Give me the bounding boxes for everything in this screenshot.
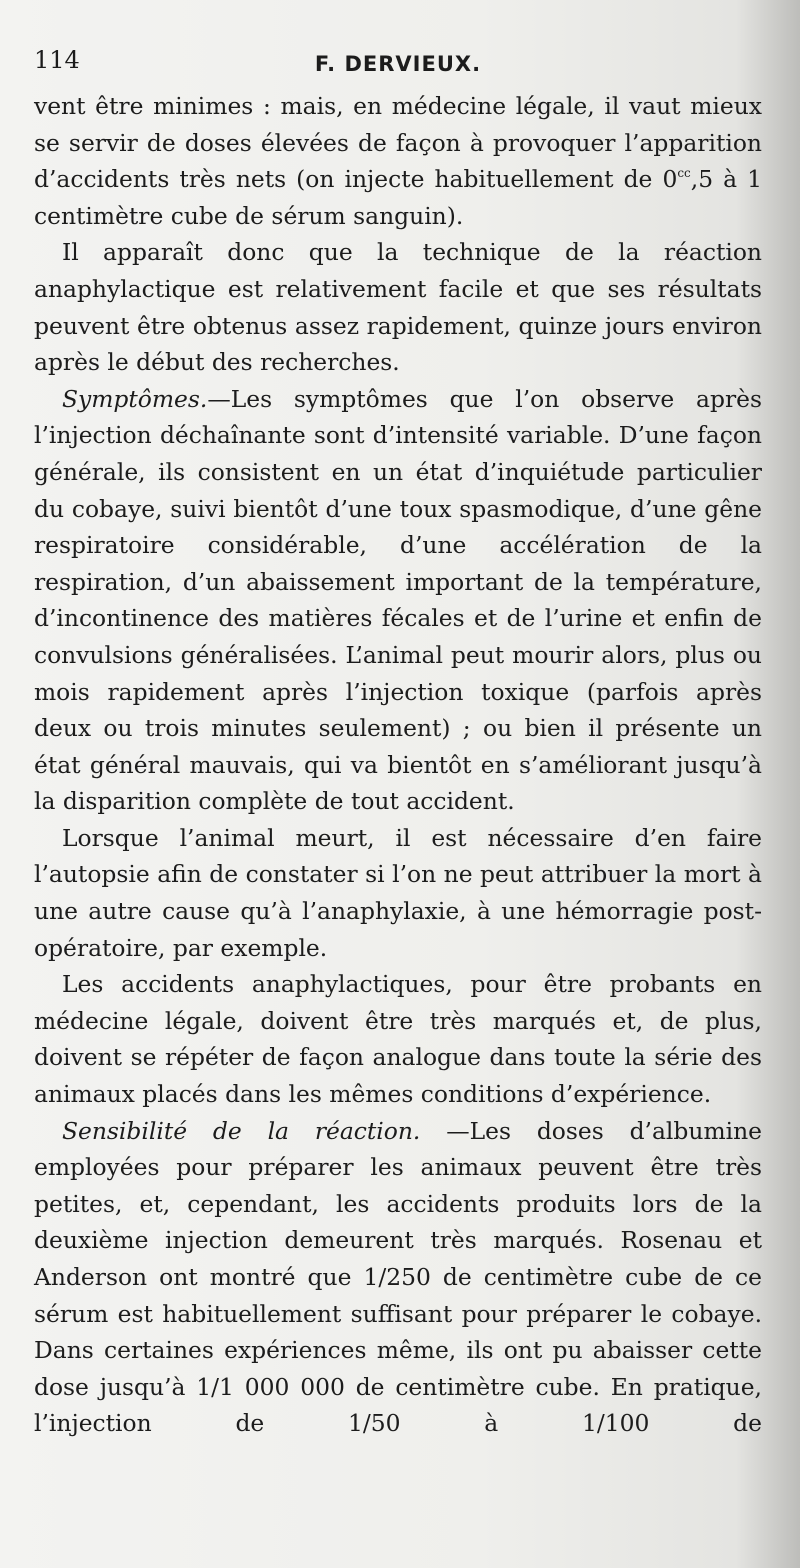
paragraph-text: —Les doses d’albumine employées pour préparer les animaux peuvent être très petites, et, cependant, les accidents produits lors de la deuxième injection demeurent très marqués. Rosenau et Anderson ont montré que 1/250 de centimètre cube de ce sérum est habituellement suffisant pour préparer le cobaye. Dans certaines expériences même, ils ont pu abaisser cette dose jusqu’à 1/1 000 000 de centimètre cube. En pratique, l’injection de 1/50 à 1/100 de [34,1116,763,1438]
running-head: F. DERVIEUX. [314,52,482,76]
section-title-symptomes: Symptômes. [62,384,208,413]
paragraph-autopsie: Lorsque l’animal meurt, il est nécessaire d’en faire l’autopsie afin de constater si l’on ne peut attribuer la mort à une autre cause qu’à l’anaphylaxie, à une hémorragie post-opératoire, par exemple. [34,823,762,962]
page-header [34,34,762,74]
paragraph-accidents: Les accidents anaphylactiques, pour être probants en médecine légale, doivent être très marqués et, de plus, doivent se répéter de façon analogue dans toute la série des animaux placés dans les mêmes conditions d’expérience. [34,970,762,1109]
section-title-sensibilite: Sensibilité de la réaction. [62,1116,421,1145]
page-number: 114 [34,46,80,74]
paragraph-sensibilite [34,1113,762,1442]
paragraph-text-end: ,5 à 1 centimètre cube de sérum sanguin). [34,165,762,230]
paragraph-text: —Les symptômes que l’on observe après l’injection déchaînante sont d’intensité variable. D’une façon générale, ils consistent en un état d’inquiétude particulier du cobaye, suivi bientôt d’une toux spasmodique, d’une gêne respiratoire considérable, d’une accélération de la respiration, d’un abaissement important de la température, d’incontinence des matières fécales et de l’urine et enfin de convulsions généralisées. L’animal peut mourir alors, plus ou mois rapidement après l’injection toxique (parfois après deux ou trois minutes seulement) ; ou bien il présente un état général mauvais, qui va bientôt en s’améliorant jusqu’à la disparition complète de tout accident. [34,384,762,816]
paragraph-continued [34,88,762,234]
unit-superscript: cc [677,166,691,181]
paragraph-text: vent être minimes : mais, en médecine légale, il vaut mieux se servir de doses élevées de façon à provoquer l’apparition d’accidents très nets (on injecte habituellement de 0 [34,92,762,194]
paragraph-technique: Il apparaît donc que la technique de la réaction anaphylactique est relativement facile et que ses résultats peuvent être obtenus assez rapidement, quinze jours environ après le début des recherches. [34,238,762,377]
paragraph-symptomes [34,381,762,820]
page-body [34,88,762,1442]
